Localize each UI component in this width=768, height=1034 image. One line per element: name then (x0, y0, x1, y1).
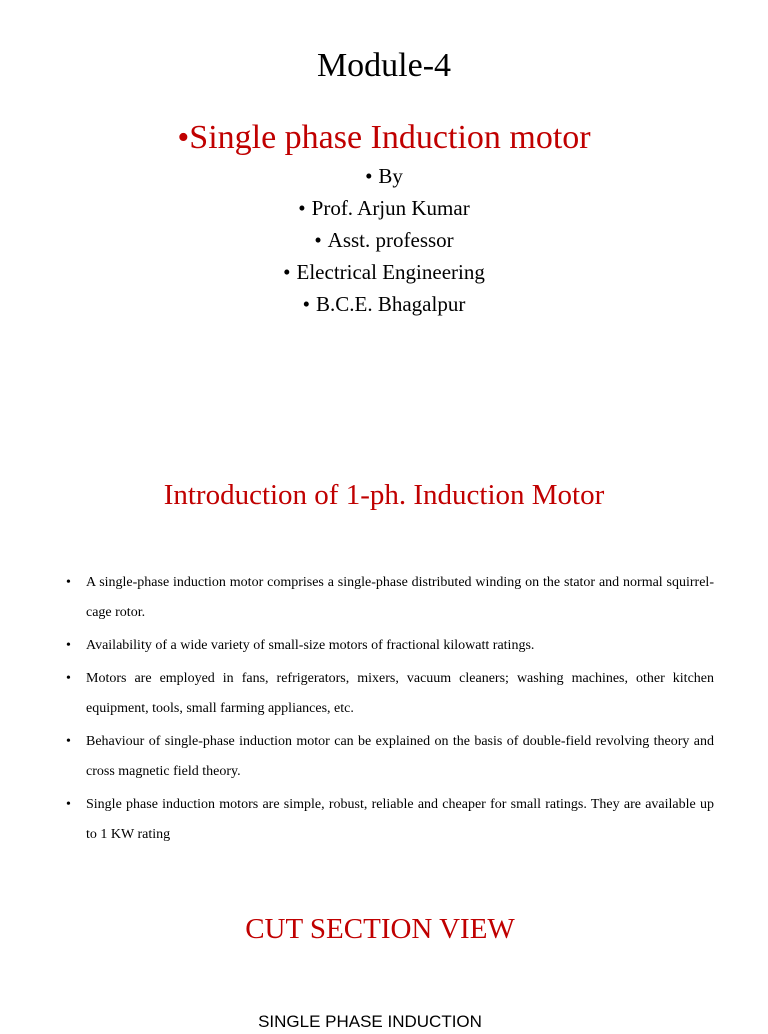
list-item (66, 727, 714, 787)
bullet-dot-icon: • (66, 671, 71, 686)
credit-text: By (378, 164, 403, 188)
list-item (66, 631, 714, 661)
list-item (66, 790, 714, 850)
bullet-dot-icon: • (302, 292, 311, 316)
credit-line (0, 160, 768, 192)
credit-text: B.C.E. Bhagalpur (316, 292, 466, 316)
introduction-bullets (66, 568, 714, 853)
bullet-text: Motors are employed in fans, refrigerators, mixers, vacuum cleaners; washing machines, other kitchen equipment, tools, small farming appliances, etc. (86, 671, 714, 716)
bullet-dot-icon: • (66, 797, 71, 812)
module-title: Module-4 (316, 47, 452, 84)
bullet-dot-icon: • (298, 196, 306, 220)
bullet-dot-icon: • (283, 260, 291, 284)
credit-text: Prof. Arjun Kumar (311, 196, 470, 220)
author-credits (0, 160, 768, 320)
credit-text: Electrical Engineering (296, 260, 485, 284)
introduction-heading: Introduction of 1-ph. Induction Motor (163, 479, 605, 511)
topic-subtitle: •Single phase Induction motor (177, 119, 591, 156)
cut-section-heading: CUT SECTION VIEW (245, 913, 515, 945)
bullet-dot-icon: • (365, 164, 373, 188)
bullet-text: Single phase induction motors are simple, robust, reliable and cheaper for small ratings. They are available up to 1 KW rating (86, 797, 714, 842)
credit-line (0, 256, 768, 288)
credit-line (0, 224, 768, 256)
list-item (66, 664, 714, 724)
bullet-dot-icon: • (66, 734, 71, 749)
credit-line (0, 192, 768, 224)
bullet-text: Availability of a wide variety of small-size motors of fractional kilowatt ratings. (86, 638, 535, 653)
bullet-text: A single-phase induction motor comprises a single-phase distributed winding on the stator and normal squirrel-cage rotor. (86, 575, 714, 620)
list-item (66, 568, 714, 628)
credit-text: Asst. professor (327, 228, 454, 252)
bullet-dot-icon: • (66, 575, 71, 590)
cut-section-caption: SINGLE PHASE INDUCTION (258, 1012, 482, 1031)
bullet-dot-icon: • (314, 228, 322, 252)
bullet-dot-icon: • (66, 638, 71, 653)
bullet-text: Behaviour of single-phase induction motor can be explained on the basis of double-field revolving theory and cross magnetic field theory. (86, 734, 714, 779)
credit-line (0, 288, 768, 320)
